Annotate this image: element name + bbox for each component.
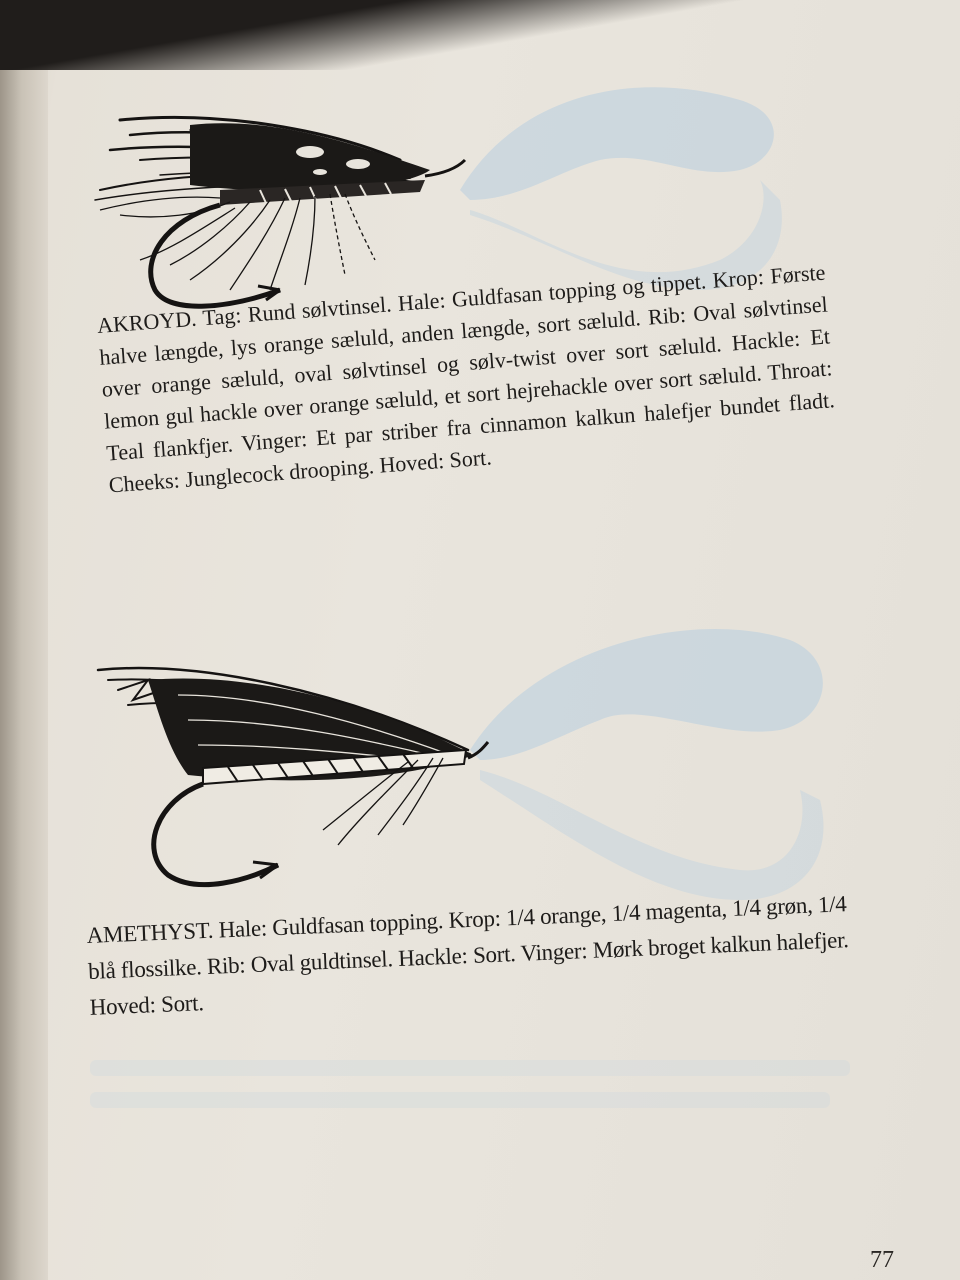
page-number: 77 xyxy=(870,1247,894,1273)
amethyst-fly-description: AMETHYST. Hale: Guldfasan topping. Krop: 1/4 orange, 1/4 magenta, 1/4 grøn, 1/4 blå flossilke. Rib: Oval guldtinsel. Hackle: Sort. Vinger: Mørk broget kalkun halefjer. Hoved: Sort. xyxy=(86,891,850,1020)
amethyst-fly-illustration xyxy=(88,650,508,900)
akroyd-fly-description: AKROYD. Tag: Rund sølvtinsel. Hale: Guldfasan topping og tippet. Krop: Første halve længde, lys orange sæluld, anden længde, sort sæluld. Rib: Oval sølvtinsel over orange sæluld, oval sølvtinsel og sølv-twist over sort sæluld. Hackle: Et lemon gul hackle over orange sæluld, et sort hejrehackle over sort sæluld. Throat: Teal flankfjer. Vinger: Et par striber fra cinnamon kalkun halefjer bundet fladt. Cheeks: Junglecock drooping. Hoved: Sort. xyxy=(96,259,836,498)
